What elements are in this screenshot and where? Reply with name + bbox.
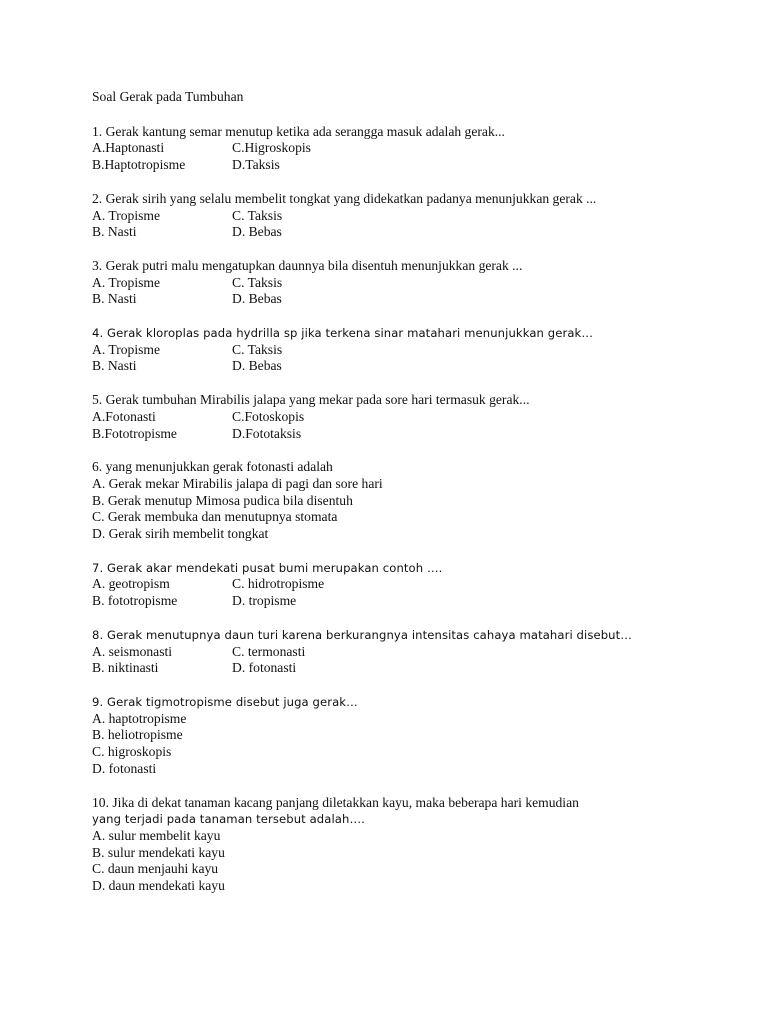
question-5 <box>92 392 732 442</box>
options-row <box>92 660 732 677</box>
option-a: A. sulur membelit kayu <box>92 827 221 843</box>
option-d: D. fotonasti <box>232 660 297 676</box>
option-c: C. termonasti <box>232 643 306 659</box>
question-text: 9. Gerak tigmotropisme disebut juga gerak… <box>92 694 358 709</box>
option-b: B.Haptotropisme <box>92 157 186 173</box>
question-9 <box>92 694 732 778</box>
document-page <box>92 89 732 912</box>
question-8 <box>92 627 732 677</box>
option-c: C. higroskopis <box>92 744 172 760</box>
option-a: A. geotropism <box>92 576 170 592</box>
option-b: B. Gerak menutup Mimosa pudica bila disentuh <box>92 492 353 508</box>
option-d: D.Fototaksis <box>232 425 302 441</box>
options-row <box>92 342 732 359</box>
option-b: B. Nasti <box>92 358 137 374</box>
options-row <box>92 208 732 225</box>
question-text-line-2: yang terjadi pada tanaman tersebut adalah…. <box>92 812 365 827</box>
question-text-line-1: 10. Jika di dekat tanaman kacang panjang diletakkan kayu, maka beberapa hari kemudian <box>92 794 579 810</box>
option-b: B. fototropisme <box>92 593 178 609</box>
option-a: A.Haptonasti <box>92 140 165 156</box>
options-row <box>92 358 732 375</box>
options-row <box>92 224 732 241</box>
option-d: D. Bebas <box>232 224 282 240</box>
option-a: A. Gerak mekar Mirabilis jalapa di pagi dan sore hari <box>92 475 383 491</box>
option-d: D.Taksis <box>232 157 280 173</box>
option-c: C. Gerak membuka dan menutupnya stomata <box>92 509 338 525</box>
option-b: B. sulur mendekati kayu <box>92 844 225 860</box>
question-text: 7. Gerak akar mendekati pusat bumi merupakan contoh …. <box>92 560 443 575</box>
option-d: D. daun mendekati kayu <box>92 878 225 894</box>
question-7 <box>92 560 732 610</box>
option-a: A.Fotonasti <box>92 408 156 424</box>
options-list <box>92 711 732 778</box>
options-row <box>92 291 732 308</box>
option-a: A. haptotropisme <box>92 710 187 726</box>
option-d: D. Gerak sirih membelit tongkat <box>92 526 269 542</box>
option-b: B. Nasti <box>92 224 137 240</box>
option-b: B.Fototropisme <box>92 425 177 441</box>
question-text: 3. Gerak putri malu mengatupkan daunnya bila disentuh menunjukkan gerak ... <box>92 257 523 273</box>
question-text: 2. Gerak sirih yang selalu membelit tongkat yang didekatkan padanya menunjukkan gerak ... <box>92 190 597 206</box>
question-text: 1. Gerak kantung semar menutup ketika ada serangga masuk adalah gerak... <box>92 123 505 139</box>
option-c: C. daun menjauhi kayu <box>92 861 219 877</box>
document-title: Soal Gerak pada Tumbuhan <box>92 89 244 104</box>
question-text: 8. Gerak menutupnya daun turi karena berkurangnya intensitas cahaya matahari disebut… <box>92 627 632 642</box>
options-row <box>92 140 732 157</box>
question-text: 4. Gerak kloroplas pada hydrilla sp jika terkena sinar matahari menunjukkan gerak… <box>92 326 594 341</box>
options-row <box>92 593 732 610</box>
question-2 <box>92 191 732 241</box>
option-d: D. Bebas <box>232 358 282 374</box>
question-6 <box>92 459 732 543</box>
options-row <box>92 409 732 426</box>
options-row <box>92 157 732 174</box>
question-text: 6. yang menunjukkan gerak fotonasti adalah <box>92 459 333 475</box>
options-row <box>92 576 732 593</box>
option-c: C.Fotoskopis <box>232 408 305 424</box>
option-b: B. heliotropisme <box>92 727 183 743</box>
option-d: D. Bebas <box>232 291 282 307</box>
question-10 <box>92 795 732 895</box>
option-b: B. niktinasti <box>92 660 159 676</box>
question-3 <box>92 258 732 308</box>
options-row <box>92 644 732 661</box>
question-4 <box>92 325 732 375</box>
option-a: A. seismonasti <box>92 643 173 659</box>
option-a: A. Tropisme <box>92 207 160 223</box>
option-d: D. fotonasti <box>92 760 157 776</box>
options-list <box>92 476 732 543</box>
question-text: 5. Gerak tumbuhan Mirabilis jalapa yang mekar pada sore hari termasuk gerak... <box>92 392 530 408</box>
option-a: A. Tropisme <box>92 274 160 290</box>
option-b: B. Nasti <box>92 291 137 307</box>
option-c: C.Higroskopis <box>232 140 311 156</box>
option-d: D. tropisme <box>232 593 297 609</box>
options-row <box>92 275 732 292</box>
option-c: C. Taksis <box>232 341 283 357</box>
option-c: C. Taksis <box>232 274 283 290</box>
options-list <box>92 828 732 895</box>
option-c: C. Taksis <box>232 207 283 223</box>
option-c: C. hidrotropisme <box>232 576 325 592</box>
options-row <box>92 426 732 443</box>
question-1 <box>92 124 732 174</box>
option-a: A. Tropisme <box>92 341 160 357</box>
